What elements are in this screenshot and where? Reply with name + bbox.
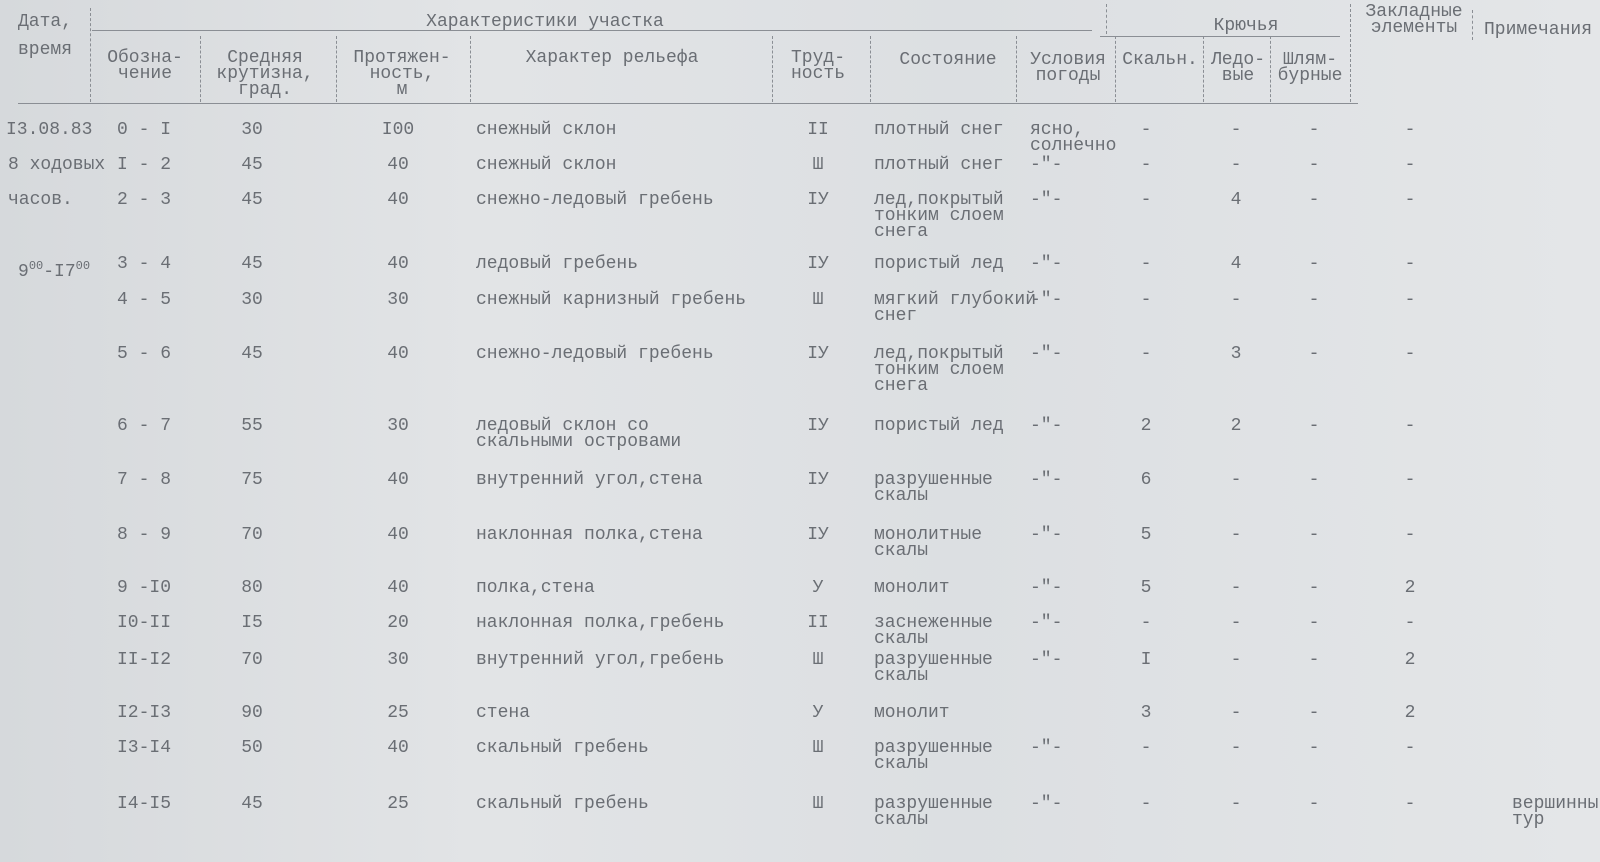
cell-length: 30: [387, 290, 409, 310]
cell-steepness: 30: [241, 290, 263, 310]
cell-bolt-hooks: -: [1308, 794, 1320, 814]
cell-condition: пористый лед: [874, 416, 1004, 436]
divider: [470, 36, 471, 102]
date-value: I3.08.83: [6, 120, 93, 140]
cell-segment: I0-II: [116, 613, 172, 633]
cell-condition: заснеженные скалы: [874, 613, 993, 649]
header-hooks: Крючья: [1213, 16, 1279, 36]
cell-length: 25: [387, 794, 409, 814]
cell-segment: 0 - I: [116, 120, 172, 140]
header-condition: Состояние: [899, 50, 997, 70]
divider: [870, 36, 871, 102]
cell-anchors: -: [1404, 470, 1416, 490]
cell-anchors: -: [1404, 738, 1416, 758]
cell-anchors: -: [1404, 416, 1416, 436]
cell-length: I00: [381, 120, 415, 140]
header-designation: Обозна- чение: [107, 48, 183, 84]
cell-anchors: -: [1404, 613, 1416, 633]
cell-rock-hooks: I: [1140, 650, 1152, 670]
cell-rock-hooks: -: [1140, 155, 1152, 175]
cell-ice-hooks: -: [1230, 155, 1242, 175]
time-range: [18, 258, 90, 280]
cell-length: 30: [387, 416, 409, 436]
cell-steepness: 55: [241, 416, 263, 436]
cell-segment: 2 - 3: [116, 190, 172, 210]
divider: [1016, 36, 1017, 102]
cell-rock-hooks: -: [1140, 738, 1152, 758]
cell-difficulty: Ш: [812, 290, 824, 310]
cell-relief: снежно-ледовый гребень: [476, 190, 714, 210]
cell-steepness: 45: [241, 794, 263, 814]
cell-relief: скальный гребень: [476, 794, 649, 814]
cell-bolt-hooks: -: [1308, 344, 1320, 364]
cell-ice-hooks: -: [1230, 794, 1242, 814]
hours-line2: часов.: [8, 190, 73, 210]
cell-condition: мягкий глубокий снег: [874, 290, 1037, 326]
header-rock: Скальн.: [1122, 50, 1198, 70]
cell-rock-hooks: 6: [1140, 470, 1152, 490]
cell-relief: наклонная полка,гребень: [476, 613, 725, 633]
cell-relief: полка,стена: [476, 578, 595, 598]
cell-bolt-hooks: -: [1308, 525, 1320, 545]
time-sep: -I7: [43, 262, 76, 282]
cell-condition: разрушенные скалы: [874, 650, 993, 686]
cell-relief: скальный гребень: [476, 738, 649, 758]
header-rule-hooks: [1100, 36, 1340, 37]
time-start: 9: [18, 262, 29, 282]
cell-rock-hooks: 2: [1140, 416, 1152, 436]
cell-bolt-hooks: -: [1308, 470, 1320, 490]
cell-relief: снежно-ледовый гребень: [476, 344, 714, 364]
cell-segment: I - 2: [116, 155, 172, 175]
divider: [1350, 4, 1351, 102]
cell-anchors: -: [1404, 290, 1416, 310]
cell-segment: 3 - 4: [116, 254, 172, 274]
cell-steepness: 50: [241, 738, 263, 758]
cell-steepness: 75: [241, 470, 263, 490]
cell-difficulty: II: [807, 613, 829, 633]
cell-relief: внутренний угол,гребень: [476, 650, 725, 670]
cell-weather: -"-: [1030, 190, 1063, 210]
cell-condition: монолитные скалы: [874, 525, 983, 561]
cell-condition: плотный снег: [874, 155, 1004, 175]
cell-condition: разрушенные скалы: [874, 738, 993, 774]
cell-weather: -"-: [1030, 344, 1063, 364]
divider: [200, 36, 201, 102]
cell-segment: 9 -I0: [116, 578, 172, 598]
cell-segment: 6 - 7: [116, 416, 172, 436]
cell-rock-hooks: -: [1140, 254, 1152, 274]
cell-ice-hooks: -: [1230, 738, 1242, 758]
cell-anchors: 2: [1404, 650, 1416, 670]
cell-difficulty: У: [812, 703, 824, 723]
cell-length: 40: [387, 578, 409, 598]
cell-ice-hooks: -: [1230, 525, 1242, 545]
cell-segment: II-I2: [116, 650, 172, 670]
cell-steepness: I5: [241, 613, 263, 633]
cell-weather: -"-: [1030, 738, 1063, 758]
cell-anchors: -: [1404, 254, 1416, 274]
hours-line1: 8 ходовых: [8, 155, 106, 175]
cell-length: 40: [387, 155, 409, 175]
header-weather: Условия погоды: [1030, 50, 1106, 86]
cell-ice-hooks: -: [1230, 650, 1242, 670]
cell-difficulty: Ш: [812, 794, 824, 814]
cell-anchors: -: [1404, 190, 1416, 210]
cell-weather: -"-: [1030, 290, 1063, 310]
divider: [772, 36, 773, 102]
header-length: Протяжен- ность, м: [353, 48, 451, 100]
header-bolt: Шлям- бурные: [1277, 50, 1343, 86]
cell-relief: наклонная полка,стена: [476, 525, 703, 545]
cell-condition: монолит: [874, 703, 950, 723]
divider: [336, 36, 337, 102]
cell-ice-hooks: 4: [1230, 254, 1242, 274]
cell-steepness: 45: [241, 190, 263, 210]
cell-anchors: -: [1404, 155, 1416, 175]
cell-bolt-hooks: -: [1308, 416, 1320, 436]
cell-bolt-hooks: -: [1308, 650, 1320, 670]
cell-bolt-hooks: -: [1308, 254, 1320, 274]
cell-relief: стена: [476, 703, 531, 723]
cell-bolt-hooks: -: [1308, 613, 1320, 633]
cell-difficulty: Ш: [812, 650, 824, 670]
cell-steepness: 45: [241, 254, 263, 274]
cell-weather: -"-: [1030, 794, 1063, 814]
cell-ice-hooks: 3: [1230, 344, 1242, 364]
cell-segment: I4-I5: [116, 794, 172, 814]
cell-steepness: 70: [241, 650, 263, 670]
cell-rock-hooks: -: [1140, 120, 1152, 140]
cell-rock-hooks: 3: [1140, 703, 1152, 723]
cell-weather: -"-: [1030, 578, 1063, 598]
cell-bolt-hooks: -: [1308, 290, 1320, 310]
cell-condition: лед,покрытый тонким слоем снега: [874, 190, 1004, 242]
cell-difficulty: У: [812, 578, 824, 598]
header-steepness: Средняя крутизна, град.: [216, 48, 314, 100]
cell-steepness: 90: [241, 703, 263, 723]
cell-anchors: 2: [1404, 703, 1416, 723]
divider: [1106, 4, 1107, 34]
cell-difficulty: Ш: [812, 738, 824, 758]
header-ice: Ледо- вые: [1210, 50, 1266, 86]
header-time: время: [17, 40, 73, 60]
cell-ice-hooks: 4: [1230, 190, 1242, 210]
cell-condition: пористый лед: [874, 254, 1004, 274]
cell-bolt-hooks: -: [1308, 738, 1320, 758]
cell-rock-hooks: 5: [1140, 525, 1152, 545]
cell-rock-hooks: -: [1140, 794, 1152, 814]
divider: [90, 8, 91, 102]
time-end-sup: 00: [75, 259, 91, 273]
cell-weather: -"-: [1030, 525, 1063, 545]
cell-steepness: 30: [241, 120, 263, 140]
cell-bolt-hooks: -: [1308, 578, 1320, 598]
cell-difficulty: IУ: [807, 525, 829, 545]
cell-difficulty: IУ: [807, 254, 829, 274]
cell-segment: 7 - 8: [116, 470, 172, 490]
cell-anchors: -: [1404, 794, 1416, 814]
cell-length: 40: [387, 738, 409, 758]
divider: [1203, 36, 1204, 102]
cell-difficulty: IУ: [807, 190, 829, 210]
cell-bolt-hooks: -: [1308, 190, 1320, 210]
cell-anchors: -: [1404, 525, 1416, 545]
cell-difficulty: IУ: [807, 416, 829, 436]
cell-weather: -"-: [1030, 613, 1063, 633]
cell-length: 30: [387, 650, 409, 670]
cell-condition: разрушенные скалы: [874, 470, 993, 506]
cell-length: 40: [387, 344, 409, 364]
cell-difficulty: IУ: [807, 470, 829, 490]
time-start-sup: 00: [28, 259, 44, 273]
cell-relief: снежный карнизный гребень: [476, 290, 747, 310]
cell-weather: -"-: [1030, 416, 1063, 436]
header-rule-bottom: [18, 103, 1358, 104]
cell-length: 20: [387, 613, 409, 633]
cell-segment: I2-I3: [116, 703, 172, 723]
cell-segment: I3-I4: [116, 738, 172, 758]
cell-bolt-hooks: -: [1308, 120, 1320, 140]
cell-segment: 8 - 9: [116, 525, 172, 545]
cell-condition: лед,покрытый тонким слоем снега: [874, 344, 1004, 396]
cell-steepness: 45: [241, 155, 263, 175]
cell-segment: 5 - 6: [116, 344, 172, 364]
header-date: Дата,: [17, 12, 73, 32]
cell-weather: ясно, солнечно: [1030, 120, 1117, 156]
divider: [1115, 36, 1116, 102]
cell-condition: монолит: [874, 578, 950, 598]
cell-rock-hooks: -: [1140, 290, 1152, 310]
cell-steepness: 45: [241, 344, 263, 364]
cell-ice-hooks: -: [1230, 120, 1242, 140]
cell-length: 40: [387, 254, 409, 274]
cell-weather: -"-: [1030, 470, 1063, 490]
cell-length: 40: [387, 190, 409, 210]
cell-ice-hooks: -: [1230, 703, 1242, 723]
header-relief: Характер рельефа: [525, 48, 699, 68]
cell-rock-hooks: -: [1140, 190, 1152, 210]
cell-relief: внутренний угол,стена: [476, 470, 703, 490]
header-notes: Примечания: [1484, 20, 1593, 40]
cell-segment: 4 - 5: [116, 290, 172, 310]
cell-bolt-hooks: -: [1308, 703, 1320, 723]
divider: [1270, 36, 1271, 102]
cell-rock-hooks: -: [1140, 344, 1152, 364]
cell-steepness: 80: [241, 578, 263, 598]
cell-rock-hooks: -: [1140, 613, 1152, 633]
cell-condition: плотный снег: [874, 120, 1004, 140]
cell-weather: -"-: [1030, 650, 1063, 670]
cell-weather: -"-: [1030, 155, 1063, 175]
cell-ice-hooks: -: [1230, 578, 1242, 598]
cell-length: 40: [387, 525, 409, 545]
divider: [1472, 10, 1473, 40]
cell-anchors: 2: [1404, 578, 1416, 598]
cell-ice-hooks: 2: [1230, 416, 1242, 436]
cell-relief: ледовый гребень: [476, 254, 639, 274]
cell-ice-hooks: -: [1230, 470, 1242, 490]
cell-ice-hooks: -: [1230, 290, 1242, 310]
header-anchors: Закладные элементы: [1365, 2, 1463, 38]
cell-weather: -"-: [1030, 254, 1063, 274]
cell-relief: снежный склон: [476, 120, 617, 140]
cell-difficulty: Ш: [812, 155, 824, 175]
cell-length: 40: [387, 470, 409, 490]
cell-steepness: 70: [241, 525, 263, 545]
cell-notes: вершинны тур: [1512, 794, 1599, 830]
cell-condition: разрушенные скалы: [874, 794, 993, 830]
cell-difficulty: II: [807, 120, 829, 140]
cell-anchors: -: [1404, 344, 1416, 364]
cell-difficulty: IУ: [807, 344, 829, 364]
cell-bolt-hooks: -: [1308, 155, 1320, 175]
header-difficulty: Труд- ность: [790, 48, 846, 84]
cell-ice-hooks: -: [1230, 613, 1242, 633]
cell-relief: снежный склон: [476, 155, 617, 175]
header-section: Характеристики участка: [426, 12, 664, 32]
cell-anchors: -: [1404, 120, 1416, 140]
cell-rock-hooks: 5: [1140, 578, 1152, 598]
cell-length: 25: [387, 703, 409, 723]
cell-relief: ледовый склон со скальными островами: [476, 416, 682, 452]
